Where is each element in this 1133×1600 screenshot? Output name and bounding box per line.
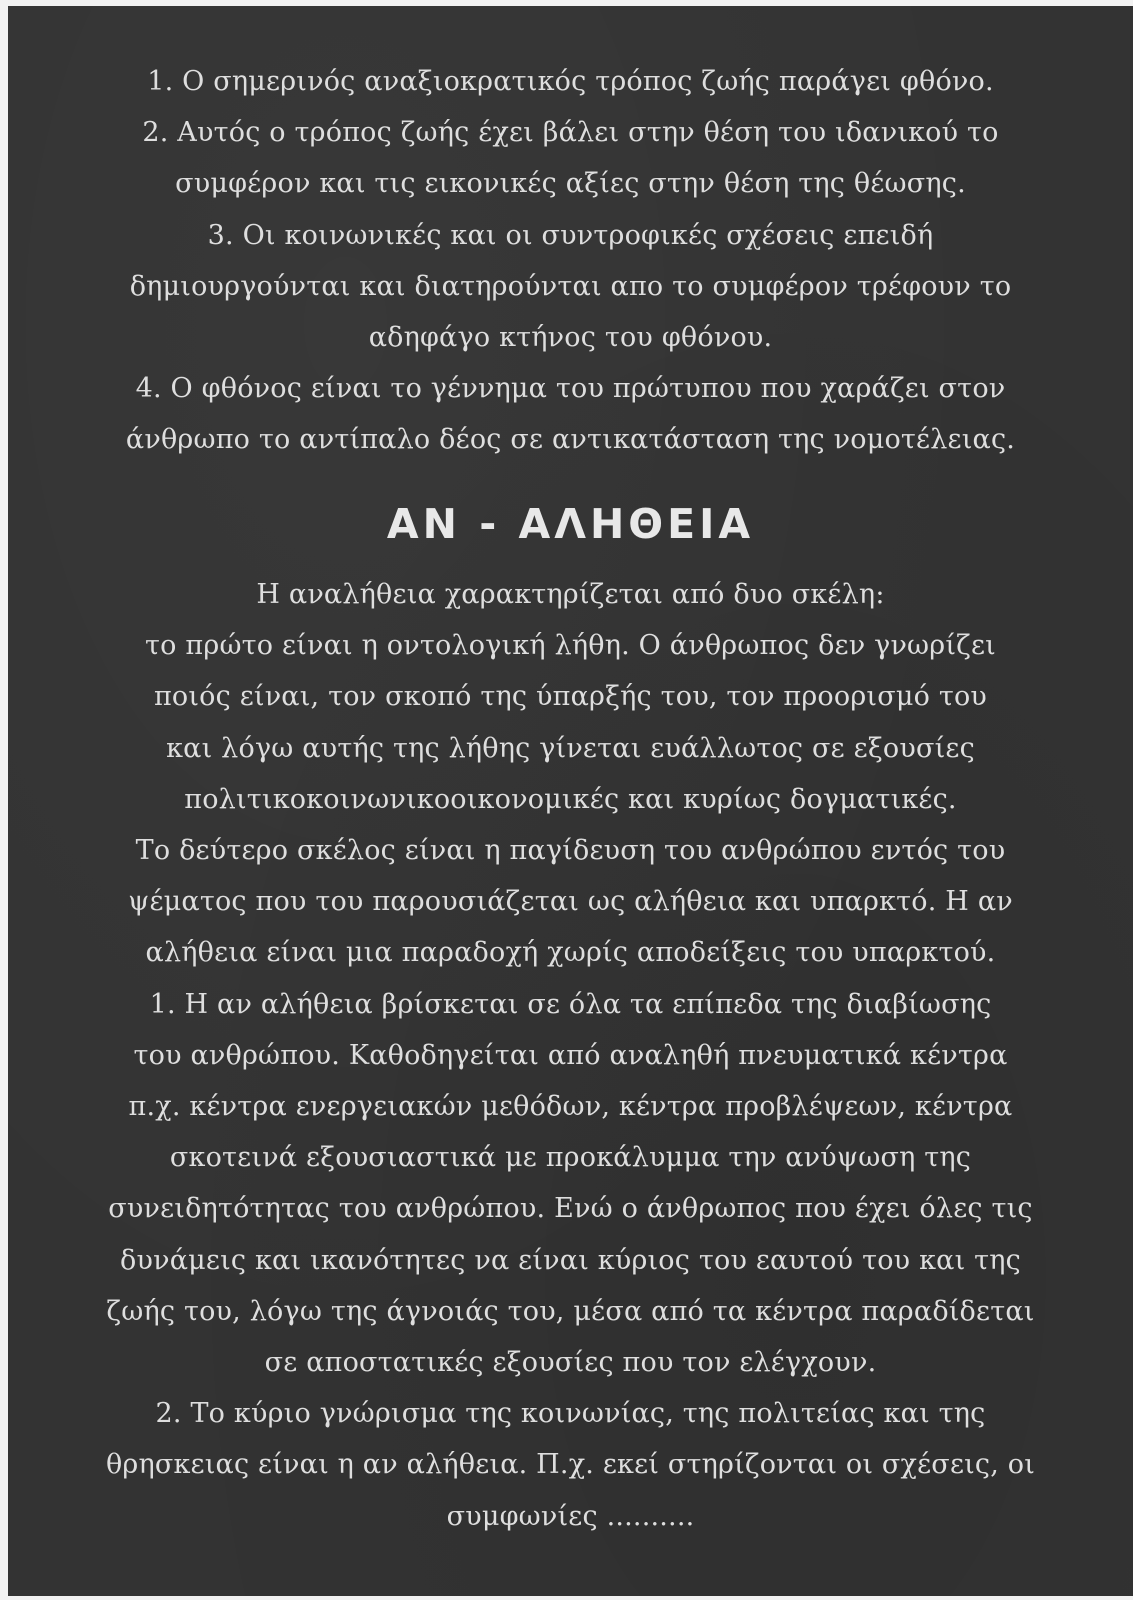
text-line: συμφέρον και τις εικονικές αξίες στην θέση της θέωσης. [175,168,966,200]
text-line: 4. Ο φθόνος είναι το γέννημα του πρώτυπου που χαράζει στον [135,373,1006,405]
text-line: σκοτεινά εξουσιαστικά με προκάλυμμα την ανύψωση της [169,1142,972,1174]
text-line: αδηφάγο κτήνος του φθόνου. [368,322,773,354]
text-line: πολιτικοκοινωνικοοικονομικές και κυρίως δογματικές. [184,783,957,815]
text-line: δυνάμεις και ικανότητες να είναι κύριος του εαυτού του και της [120,1244,1021,1276]
text-line: ποιός είναι, τον σκοπό της ύπαρξής του, τον προορισμό του [153,681,988,713]
text-line: 1. Η αν αλήθεια βρίσκεται σε όλα τα επίπεδα της διαβίωσης [149,988,992,1020]
text-line: Το δεύτερο σκέλος είναι η παγίδευση του ανθρώπου εντός του [135,835,1006,867]
text-line: ψέματος που του παρουσιάζεται ως αλήθεια και υπαρκτό. Η αν [128,886,1013,918]
text-line: 2. Το κύριο γνώρισμα της κοινωνίας, της πολιτείας και της [155,1398,986,1430]
document-page [8,6,1133,1596]
section-heading: ΑΝ - ΑΛΗΘΕΙΑ [386,500,755,548]
text-line: 3. Οι κοινωνικές και οι συντροφικές σχέσεις επειδή [207,219,934,251]
numbered-points-section [8,56,1133,466]
text-line: ζωής του, λόγω της άγνοιάς του, μέσα από τα κέντρα παραδίδεται [106,1295,1035,1327]
text-line: του ανθρώπου. Καθοδηγείται από αναληθή πνευματικά κέντρα [133,1039,1008,1071]
text-line: δημιουργούνται και διατηρούνται απο το συμφέρον τρέφουν το [129,270,1012,302]
text-line: Η αναλήθεια χαρακτηρίζεται από δυο σκέλη: [256,579,885,610]
text-line: 1. Ο σημερινός αναξιοκρατικός τρόπος ζωής παράγει φθόνο. [147,66,994,97]
text-line: θρησκειας είναι η αν αλήθεια. Π.χ. εκεί στηρίζονται οι σχέσεις, οι [105,1449,1036,1481]
text-line: συνειδητότητας του ανθρώπου. Ενώ ο άνθρωπος που έχει όλες τις [108,1193,1033,1225]
text-line: το πρώτο είναι η οντολογική λήθη. Ο άνθρωπος δεν γνωρίζει [145,630,996,662]
text-line: συμφωνίες .......... [446,1500,695,1532]
text-line: 2. Αυτός ο τρόπος ζωής έχει βάλει στην θέση του ιδανικού το [142,117,999,149]
text-line: αλήθεια είναι μια παραδοχή χωρίς αποδείξεις του υπαρκτού. [145,937,996,969]
text-line: άνθρωπο το αντίπαλο δέος σε αντικατάσταση της νομοτέλειας. [125,424,1016,456]
an-aletheia-section [8,569,1133,1542]
text-line: σε αποστατικές εξουσίες που τον ελέγχουν. [264,1347,877,1379]
text-line: και λόγω αυτής της λήθης γίνεται ευάλλωτος σε εξουσίες [166,732,975,764]
text-line: π.χ. κέντρα ενεργειακών μεθόδων, κέντρα προβλέψεων, κέντρα [128,1091,1013,1123]
